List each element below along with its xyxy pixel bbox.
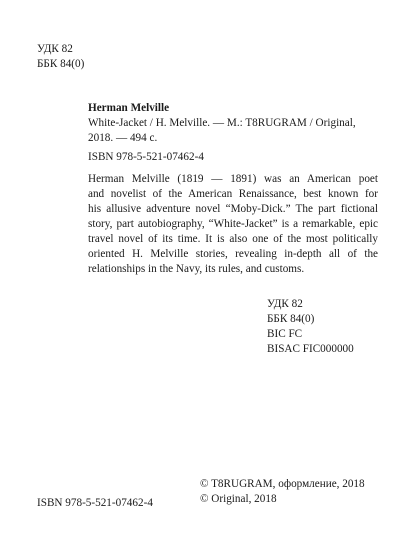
annotation-line: Herman Melville (1819 — 1891) was an American poet xyxy=(88,173,378,185)
udk-code-top: УДК 82 xyxy=(37,43,73,55)
bbk-code: ББК 84(0) xyxy=(267,313,315,325)
annotation-line: oriented H. Melville stories, revealing in-depth all of the xyxy=(88,248,378,260)
annotation-line: travel novel of its time. It is also one of the most politically xyxy=(88,233,378,245)
bic-code: BIC FC xyxy=(267,328,303,340)
bibliographic-line-1: White-Jacket / H. Melville. — M.: T8RUGRAM / Original, xyxy=(88,117,356,129)
annotation-line: relationships in the Navy, its rules, and customs. xyxy=(88,263,305,275)
bbk-code-top: ББК 84(0) xyxy=(37,58,85,70)
copyright-original: © Original, 2018 xyxy=(200,493,277,505)
classification-block xyxy=(267,297,354,357)
udk-code: УДК 82 xyxy=(267,298,303,310)
bibliographic-line-2: 2018. — 494 с. xyxy=(88,132,158,144)
annotation-line: and novelist of the American Renaissance, best known for xyxy=(88,188,378,200)
bisac-code: BISAC FIC000000 xyxy=(267,343,354,355)
annotation-line: story, part autobiography, “White-Jacket” is a remarkable, epic xyxy=(88,218,378,230)
copyright-publisher: © T8RUGRAM, оформление, 2018 xyxy=(200,478,365,490)
author-name: Herman Melville xyxy=(88,102,170,114)
annotation-line: his allusive adventure novel “Moby-Dick.” The part fictional xyxy=(88,203,378,215)
isbn-footer: ISBN 978-5-521-07462-4 xyxy=(37,497,153,509)
isbn-main: ISBN 978-5-521-07462-4 xyxy=(88,151,204,163)
